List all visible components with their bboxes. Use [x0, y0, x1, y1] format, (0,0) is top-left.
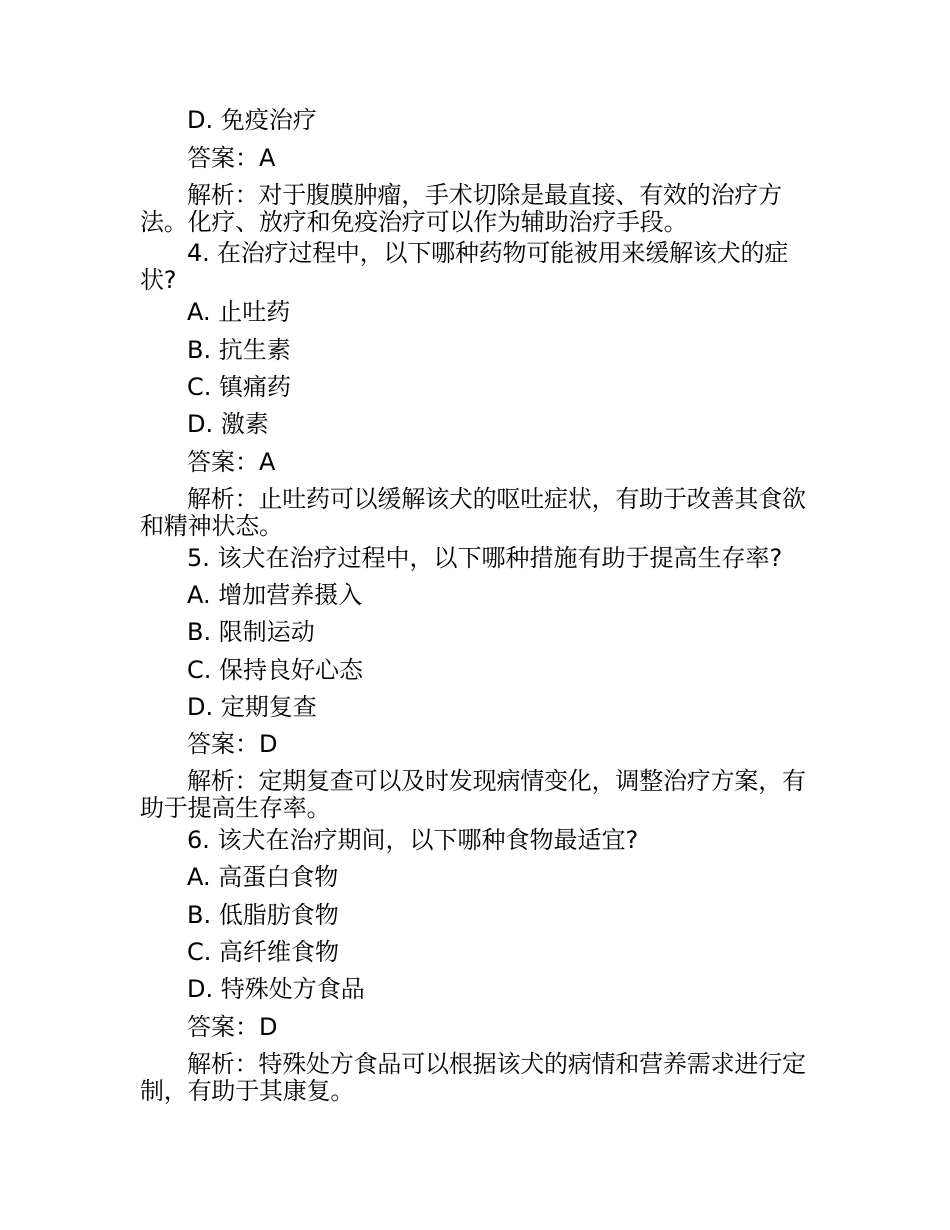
q6-explanation: 解析：特殊处方食品可以根据该犬的病情和营养需求进行定制，有助于其康复。: [140, 1050, 806, 1105]
q6-question: 6. 该犬在治疗期间，以下哪种食物最适宜?: [187, 826, 639, 854]
q3-answer: 答案：A: [187, 144, 276, 172]
q5-option-c: C. 保持良好心态: [187, 656, 364, 684]
q5-explanation: 解析：定期复查可以及时发现病情变化，调整治疗方案，有助于提高生存率。: [140, 767, 806, 822]
q6-option-b: B. 低脂肪食物: [187, 901, 339, 929]
q6-option-c: C. 高纤维食物: [187, 938, 340, 966]
q6-option-d: D. 特殊处方食品: [187, 975, 365, 1003]
q5-option-b: B. 限制运动: [187, 618, 315, 646]
q6-option-a: A. 高蛋白食物: [187, 863, 339, 891]
q5-option-a: A. 增加营养摄入: [187, 581, 363, 609]
q5-option-d: D. 定期复查: [187, 693, 317, 721]
q4-question: 4. 在治疗过程中，以下哪种药物可能被用来缓解该犬的症状?: [140, 239, 789, 294]
q4-option-b: B. 抗生素: [187, 336, 291, 364]
q4-option-c: C. 镇痛药: [187, 373, 292, 401]
q4-option-d: D. 激素: [187, 410, 269, 438]
q6-answer: 答案：D: [187, 1013, 278, 1041]
q5-question: 5. 该犬在治疗过程中，以下哪种措施有助于提高生存率?: [187, 544, 783, 572]
q4-option-a: A. 止吐药: [187, 298, 291, 326]
q5-answer: 答案：D: [187, 730, 278, 758]
q4-explanation: 解析：止吐药可以缓解该犬的呕吐症状，有助于改善其食欲和精神状态。: [140, 485, 806, 540]
q4-answer: 答案：A: [187, 448, 276, 476]
q3-explanation: 解析：对于腹膜肿瘤，手术切除是最直接、有效的治疗方法。化疗、放疗和免疫治疗可以作为辅助治疗手段。: [140, 181, 782, 236]
q3-option-d: D. 免疫治疗: [187, 106, 317, 134]
